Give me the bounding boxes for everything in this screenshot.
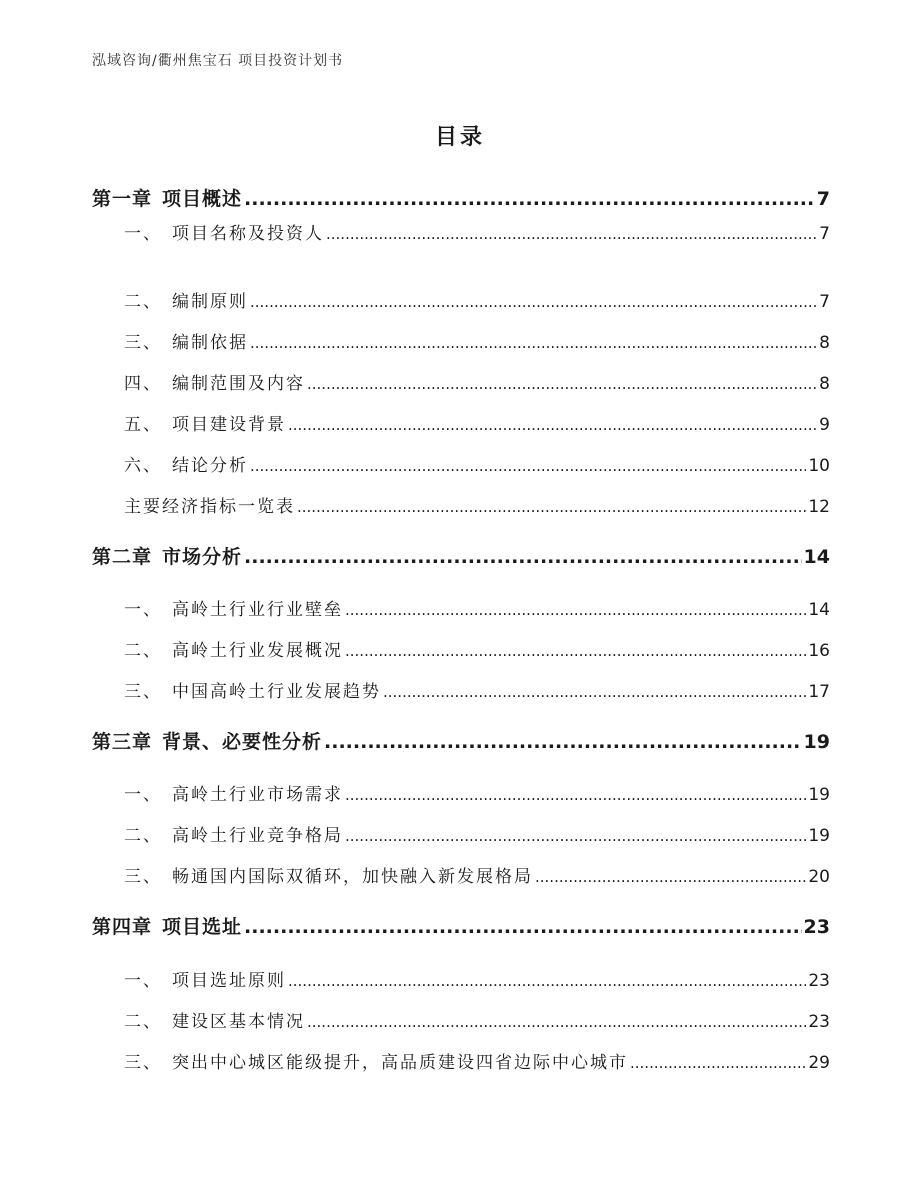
toc-section-3-3[interactable] [124, 862, 830, 887]
toc-page-number: 19 [808, 826, 830, 846]
toc-section-1-1[interactable] [124, 219, 830, 244]
toc-chapter-3[interactable] [92, 727, 830, 754]
toc-page-number: 29 [808, 1053, 830, 1073]
toc-chapter-number: 第三章 [92, 731, 153, 753]
toc-item-economic-indicators[interactable] [124, 492, 830, 517]
toc-section-number: 四、 [124, 374, 162, 394]
toc-section-title: 项目建设背景 [172, 415, 286, 435]
toc-section-number: 三、 [124, 867, 162, 887]
toc-leader-dots [535, 868, 806, 886]
toc-chapter-number: 第二章 [92, 546, 153, 568]
toc-chapter-title: 项目概述 [162, 188, 243, 210]
toc-section-title: 编制范围及内容 [172, 374, 305, 394]
toc-page-number: 7 [819, 292, 830, 312]
toc-leader-dots [244, 546, 802, 568]
toc-section-1-4[interactable] [124, 369, 830, 394]
toc-section-title: 突出中心城区能级提升，高品质建设四省边际中心城市 [172, 1053, 628, 1073]
toc-section-number: 三、 [124, 682, 162, 702]
toc-leader-dots [345, 601, 806, 619]
toc-section-title: 编制依据 [172, 333, 248, 353]
toc-section-3-1[interactable] [124, 780, 830, 805]
toc-page-number: 14 [808, 600, 830, 620]
toc-section-3-2[interactable] [124, 821, 830, 846]
toc-leader-dots [250, 334, 817, 352]
toc-section-1-3[interactable] [124, 328, 830, 353]
toc-leader-dots [244, 188, 815, 210]
toc-section-2-2[interactable] [124, 636, 830, 661]
toc-page-number: 14 [803, 546, 830, 568]
toc-page-number: 9 [819, 415, 830, 435]
toc-leader-dots [244, 916, 802, 938]
toc-section-number: 三、 [124, 1053, 162, 1073]
toc-page-number: 19 [808, 785, 830, 805]
toc-section-number: 二、 [124, 292, 162, 312]
toc-page-number: 23 [808, 1012, 830, 1032]
toc-chapter-4[interactable] [92, 912, 830, 939]
toc-section-2-3[interactable] [124, 677, 830, 702]
toc-section-number: 五、 [124, 415, 162, 435]
toc-leader-dots [345, 827, 806, 845]
toc-section-title: 编制原则 [172, 292, 248, 312]
toc-section-1-6[interactable] [124, 451, 830, 476]
toc-section-title: 主要经济指标一览表 [124, 497, 295, 517]
toc-leader-dots [250, 457, 806, 475]
toc-section-4-2[interactable] [124, 1007, 830, 1032]
toc-section-1-5[interactable] [124, 410, 830, 435]
toc-section-number: 二、 [124, 641, 162, 661]
toc-section-title: 畅通国内国际双循环，加快融入新发展格局 [172, 867, 533, 887]
toc-leader-dots [297, 498, 806, 516]
toc-page-number: 7 [819, 224, 830, 244]
toc-section-4-1[interactable] [124, 966, 830, 991]
toc-chapter-number: 第四章 [92, 916, 153, 938]
toc-section-title: 中国高岭土行业发展趋势 [172, 682, 381, 702]
toc-section-number: 一、 [124, 600, 162, 620]
toc-page-number: 23 [808, 971, 830, 991]
toc-section-4-3[interactable] [124, 1048, 830, 1073]
toc-page-number: 8 [819, 374, 830, 394]
toc-page-number: 12 [808, 497, 830, 517]
toc-chapter-1[interactable] [92, 184, 830, 211]
toc-section-number: 二、 [124, 826, 162, 846]
toc-page-number: 10 [808, 456, 830, 476]
toc-section-title: 结论分析 [172, 456, 248, 476]
toc-section-number: 一、 [124, 971, 162, 991]
toc-section-number: 一、 [124, 785, 162, 805]
toc-page-number: 16 [808, 641, 830, 661]
toc-section-2-1[interactable] [124, 595, 830, 620]
toc-chapter-title: 项目选址 [162, 916, 243, 938]
toc-section-1-2[interactable] [124, 287, 830, 312]
toc-chapter-title: 市场分析 [162, 546, 243, 568]
toc-section-number: 一、 [124, 224, 162, 244]
toc-page-number: 7 [816, 188, 830, 210]
toc-leader-dots [307, 1013, 806, 1031]
toc-page-number: 19 [803, 731, 830, 753]
toc-leader-dots [345, 786, 806, 804]
toc-section-title: 高岭土行业市场需求 [172, 785, 343, 805]
toc-leader-dots [630, 1054, 806, 1072]
toc-section-title: 高岭土行业发展概况 [172, 641, 343, 661]
toc-leader-dots [307, 375, 817, 393]
toc-leader-dots [324, 731, 802, 753]
toc-section-title: 高岭土行业竞争格局 [172, 826, 343, 846]
toc-section-title: 项目名称及投资人 [172, 224, 324, 244]
toc-page-number: 23 [803, 916, 830, 938]
toc-section-title: 高岭土行业行业壁垒 [172, 600, 343, 620]
toc-leader-dots [250, 293, 817, 311]
toc-chapter-title: 背景、必要性分析 [162, 731, 323, 753]
toc-chapter-number: 第一章 [92, 188, 153, 210]
toc-section-number: 三、 [124, 333, 162, 353]
page-title: 目录 [434, 125, 485, 150]
running-header: 泓域咨询/衢州焦宝石 项目投资计划书 [92, 53, 344, 69]
toc-page-number: 17 [808, 682, 830, 702]
toc-page-number: 8 [819, 333, 830, 353]
toc-page-number: 20 [808, 867, 830, 887]
toc-section-number: 二、 [124, 1012, 162, 1032]
toc-section-title: 项目选址原则 [172, 971, 286, 991]
toc-leader-dots [326, 225, 817, 243]
toc-section-title: 建设区基本情况 [172, 1012, 305, 1032]
toc-chapter-2[interactable] [92, 542, 830, 569]
toc-leader-dots [345, 642, 806, 660]
toc-section-number: 六、 [124, 456, 162, 476]
toc-leader-dots [383, 683, 806, 701]
toc-leader-dots [288, 416, 817, 434]
toc-leader-dots [288, 972, 806, 990]
